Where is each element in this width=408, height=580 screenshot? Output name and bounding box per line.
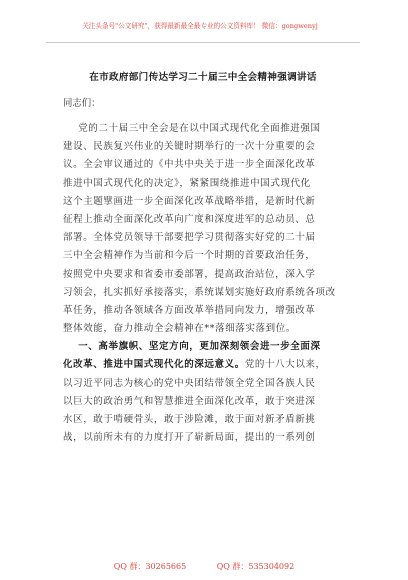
body-line (63, 375, 353, 393)
body-text: 以习近平同志为核心的党中央团结带领全党全国各族人民 (63, 377, 316, 389)
body-text: 革任务，推动各领域各方面改革举措同向发力，增强改革 (63, 304, 316, 316)
body-line (63, 429, 353, 447)
body-line (63, 211, 353, 229)
body-text: 整体效能，奋力推动全会精神在**落细落实落到位。 (63, 323, 296, 335)
body-line (63, 284, 353, 302)
section-heading-text: 一、高举旗帜、坚定方向，更加深刻领会进一步全面深 (78, 341, 321, 353)
body-text: 习领会，扎实抓好承接落实，系统谋划实施好政府系统各项改 (63, 286, 336, 298)
body-text: 按照党中央要求和省委市委部署，提高政治站位，深入学 (63, 268, 316, 280)
body-line (63, 247, 353, 265)
body-text: 建设、民族复兴伟业的关键时期举行的一次十分重要的会 (63, 141, 316, 153)
body-line (63, 120, 353, 138)
body-line (63, 320, 353, 338)
body-text: 党的十八大以来， (244, 359, 326, 371)
footer-qq-group-1: QQ 群：30265665 (113, 562, 187, 571)
document-body (63, 120, 353, 447)
body-line (63, 338, 353, 356)
body-text: 这个主题擘画进一步全面深化改革战略举措，是新时代新 (63, 195, 316, 207)
body-text: 征程上推动全面深化改革向广度和深度进军的总动员、总 (63, 213, 316, 225)
body-line (63, 411, 353, 429)
section-heading-text: 化改革、推进中国式现代化的深远意义。 (63, 359, 245, 371)
body-text: 水区，敢于啃硬骨头，敢于涉险滩，敢于面对新矛盾新挑 (63, 414, 316, 425)
body-text: 以巨大的政治勇气和智慧推进全面深化改革，敢于突进深 (63, 395, 316, 407)
body-text: 部署。全体党员领导干部要把学习贯彻落实好党的二十届 (63, 232, 316, 244)
body-line (63, 356, 353, 374)
body-line (63, 229, 353, 247)
body-line (63, 138, 353, 156)
body-line (63, 266, 353, 284)
body-text: 三中全会精神作为当前和今后一个时期的首要政治任务， (63, 250, 316, 262)
footer-qq-group-2: QQ 群：535304092 (216, 562, 295, 571)
header-divider (46, 42, 360, 43)
footer (0, 561, 408, 572)
header-banner: 关注头条号"公文研究"，获得最新最全最专业的公文资料库！ 微信：gongwenyj (82, 22, 318, 30)
body-text: 议。全会审议通过的《中共中央关于进一步全面深化改革 (63, 159, 316, 171)
body-text: 党的二十届三中全会是在以中国式现代化全面推进强国 (78, 123, 321, 134)
body-line (63, 193, 353, 211)
salutation: 同志们： (63, 98, 101, 109)
body-line (63, 302, 353, 320)
body-text: 战，以前所未有的力度打开了崭新局面，提出的一系列创 (63, 432, 316, 444)
body-line (63, 156, 353, 174)
body-line (63, 393, 353, 411)
body-line (63, 175, 353, 193)
document-title: 在市政府部门传达学习二十届三中全会精神强调讲话 (89, 72, 317, 83)
body-text: 推进中国式现代化的决定》，紧紧围绕推进中国式现代化 (63, 177, 311, 189)
